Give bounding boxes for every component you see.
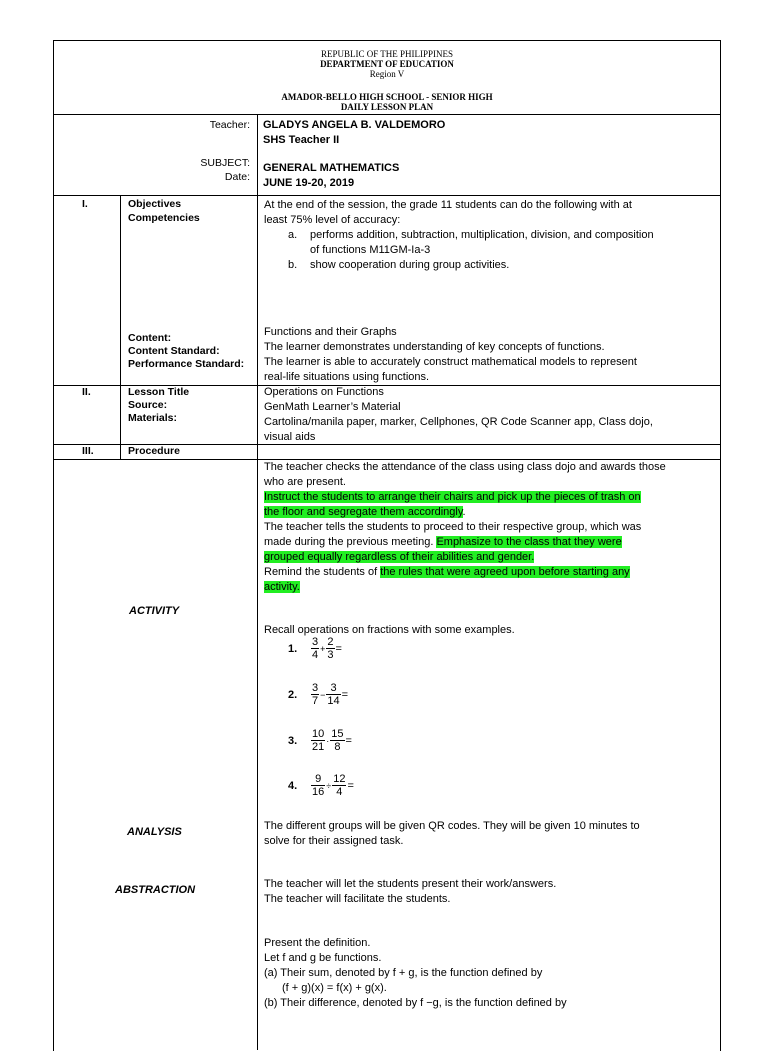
materials-line-1: Cartolina/manila paper, marker, Cellphones, QR Code Scanner app, Class dojo,	[264, 416, 653, 428]
abstraction-line-4: Let f and g be functions.	[264, 952, 382, 964]
lesson-plan-table	[53, 40, 721, 1051]
teacher-label: Teacher:	[209, 119, 250, 131]
abstraction-line-1: The teacher will let the students present their work/answers.	[264, 878, 557, 890]
column-divider-main	[257, 115, 258, 1050]
content-label: Content:	[128, 332, 172, 344]
highlight: the floor and segregate them accordingly	[264, 506, 463, 518]
performance-standard-line-1: The learner is able to accurately construct mathematical models to represent	[264, 356, 637, 368]
highlight: activity.	[264, 581, 300, 593]
source-label: Source:	[128, 399, 168, 411]
objective-b-marker: b.	[288, 259, 298, 271]
info-row	[54, 115, 720, 196]
content-standard-value: The learner demonstrates understanding of key concepts of functions.	[264, 341, 605, 353]
teacher-title: SHS Teacher II	[263, 134, 340, 146]
activity-p2-line-2: the floor and segregate them accordingly.	[264, 506, 466, 518]
header-region: Region V	[369, 69, 405, 79]
problem-1: 1. $\frac{3}{4}$ + $\frac{2}{3}$ =	[288, 636, 342, 661]
activity-p2-line-1	[264, 490, 641, 505]
subject-value: GENERAL MATHEMATICS	[263, 162, 400, 174]
header-republic: REPUBLIC OF THE PHILIPPINES	[320, 49, 454, 59]
header-school: AMADOR-BELLO HIGH SCHOOL - SENIOR HIGH	[281, 92, 493, 102]
objectives-label: Objectives	[128, 198, 182, 210]
procedure-content	[54, 460, 720, 1050]
procedure-num: III.	[82, 445, 94, 457]
lesson-row	[54, 386, 720, 445]
abstraction-label: ABSTRACTION	[115, 884, 196, 896]
source-value: GenMath Learner’s Material	[264, 401, 401, 413]
objective-a-line-1: performs addition, subtraction, multiplication, division, and composition	[310, 229, 654, 241]
header-dlp: DAILY LESSON PLAN	[340, 102, 434, 112]
analysis-line-1: The different groups will be given QR codes. They will be given 10 minutes to	[264, 820, 640, 832]
date-label: Date:	[224, 171, 250, 183]
objectives-intro-1: At the end of the session, the grade 11 students can do the following with at	[264, 199, 632, 211]
highlight: Emphasize to the class that they were	[436, 536, 622, 548]
highlight: the rules that were agreed upon before starting any	[380, 566, 630, 578]
abstraction-line-7: (b) Their difference, denoted by f −g, is the function defined by	[264, 997, 567, 1009]
activity-p3-line-3	[264, 550, 534, 565]
performance-standard-line-2: real-life situations using functions.	[264, 371, 430, 383]
procedure-label: Procedure	[128, 445, 180, 457]
activity-p4-line-1: Remind the students of the rules that were agreed upon before starting any	[264, 566, 630, 578]
objective-a-marker: a.	[288, 229, 298, 241]
activity-p3-line-2: made during the previous meeting. Emphasize to the class that they were	[264, 536, 622, 548]
objective-a-line-2: of functions M11GM-Ia-3	[310, 244, 431, 256]
objectives-intro-2: least 75% level of accuracy:	[264, 214, 401, 226]
objectives-row	[54, 196, 720, 386]
objective-b-line: show cooperation during group activities.	[310, 259, 510, 271]
header-deped: DEPARTMENT OF EDUCATION	[320, 59, 454, 69]
analysis-label: ANALYSIS	[127, 826, 182, 838]
column-divider-num	[120, 196, 121, 460]
highlight: Instruct the students to arrange their chairs and pick up the pieces of trash on	[264, 491, 641, 503]
date-value: JUNE 19-20, 2019	[263, 177, 355, 189]
problem-4: 4. $\frac{9}{16}$ ÷ $\frac{12}{4}$ =	[288, 773, 354, 798]
header-row	[54, 41, 720, 115]
activity-p4-line-2	[264, 580, 300, 595]
subject-label: SUBJECT:	[200, 157, 250, 169]
abstraction-line-5: (a) Their sum, denoted by f + g, is the function defined by	[264, 967, 543, 979]
recall-text: Recall operations on fractions with some examples.	[264, 624, 515, 636]
abstraction-line-6: (f + g)(x) = f(x) + g(x).	[282, 982, 387, 994]
lesson-title-label: Lesson Title	[128, 386, 190, 398]
abstraction-line-3: Present the definition.	[264, 937, 371, 949]
lesson-num: II.	[82, 386, 91, 398]
teacher-name: GLADYS ANGELA B. VALDEMORO	[263, 119, 446, 131]
problem-3: 3. $\frac{10}{21}$ · $\frac{15}{8}$ =	[288, 728, 352, 753]
activity-p1-line-1: The teacher checks the attendance of the class using class dojo and awards those	[264, 461, 666, 473]
activity-label: ACTIVITY	[129, 605, 180, 617]
objectives-num: I.	[82, 198, 88, 210]
content-standard-label: Content Standard:	[128, 345, 220, 357]
problem-2: 2. $\frac{3}{7}$ − $\frac{3}{14}$ =	[288, 682, 349, 707]
competencies-label: Competencies	[128, 212, 200, 224]
materials-line-2: visual aids	[264, 431, 316, 443]
analysis-line-2: solve for their assigned task.	[264, 835, 404, 847]
activity-p1-line-2: who are present.	[264, 476, 346, 488]
performance-standard-label: Performance Standard:	[128, 358, 245, 370]
materials-label: Materials:	[128, 412, 178, 424]
procedure-row	[54, 445, 720, 460]
lesson-title-value: Operations on Functions	[264, 386, 384, 398]
activity-p3-line-1: The teacher tells the students to proceed to their respective group, which was	[264, 521, 642, 533]
abstraction-line-2: The teacher will facilitate the students.	[264, 893, 451, 905]
content-value: Functions and their Graphs	[264, 326, 397, 338]
highlight: grouped equally regardless of their abilities and gender.	[264, 551, 535, 563]
